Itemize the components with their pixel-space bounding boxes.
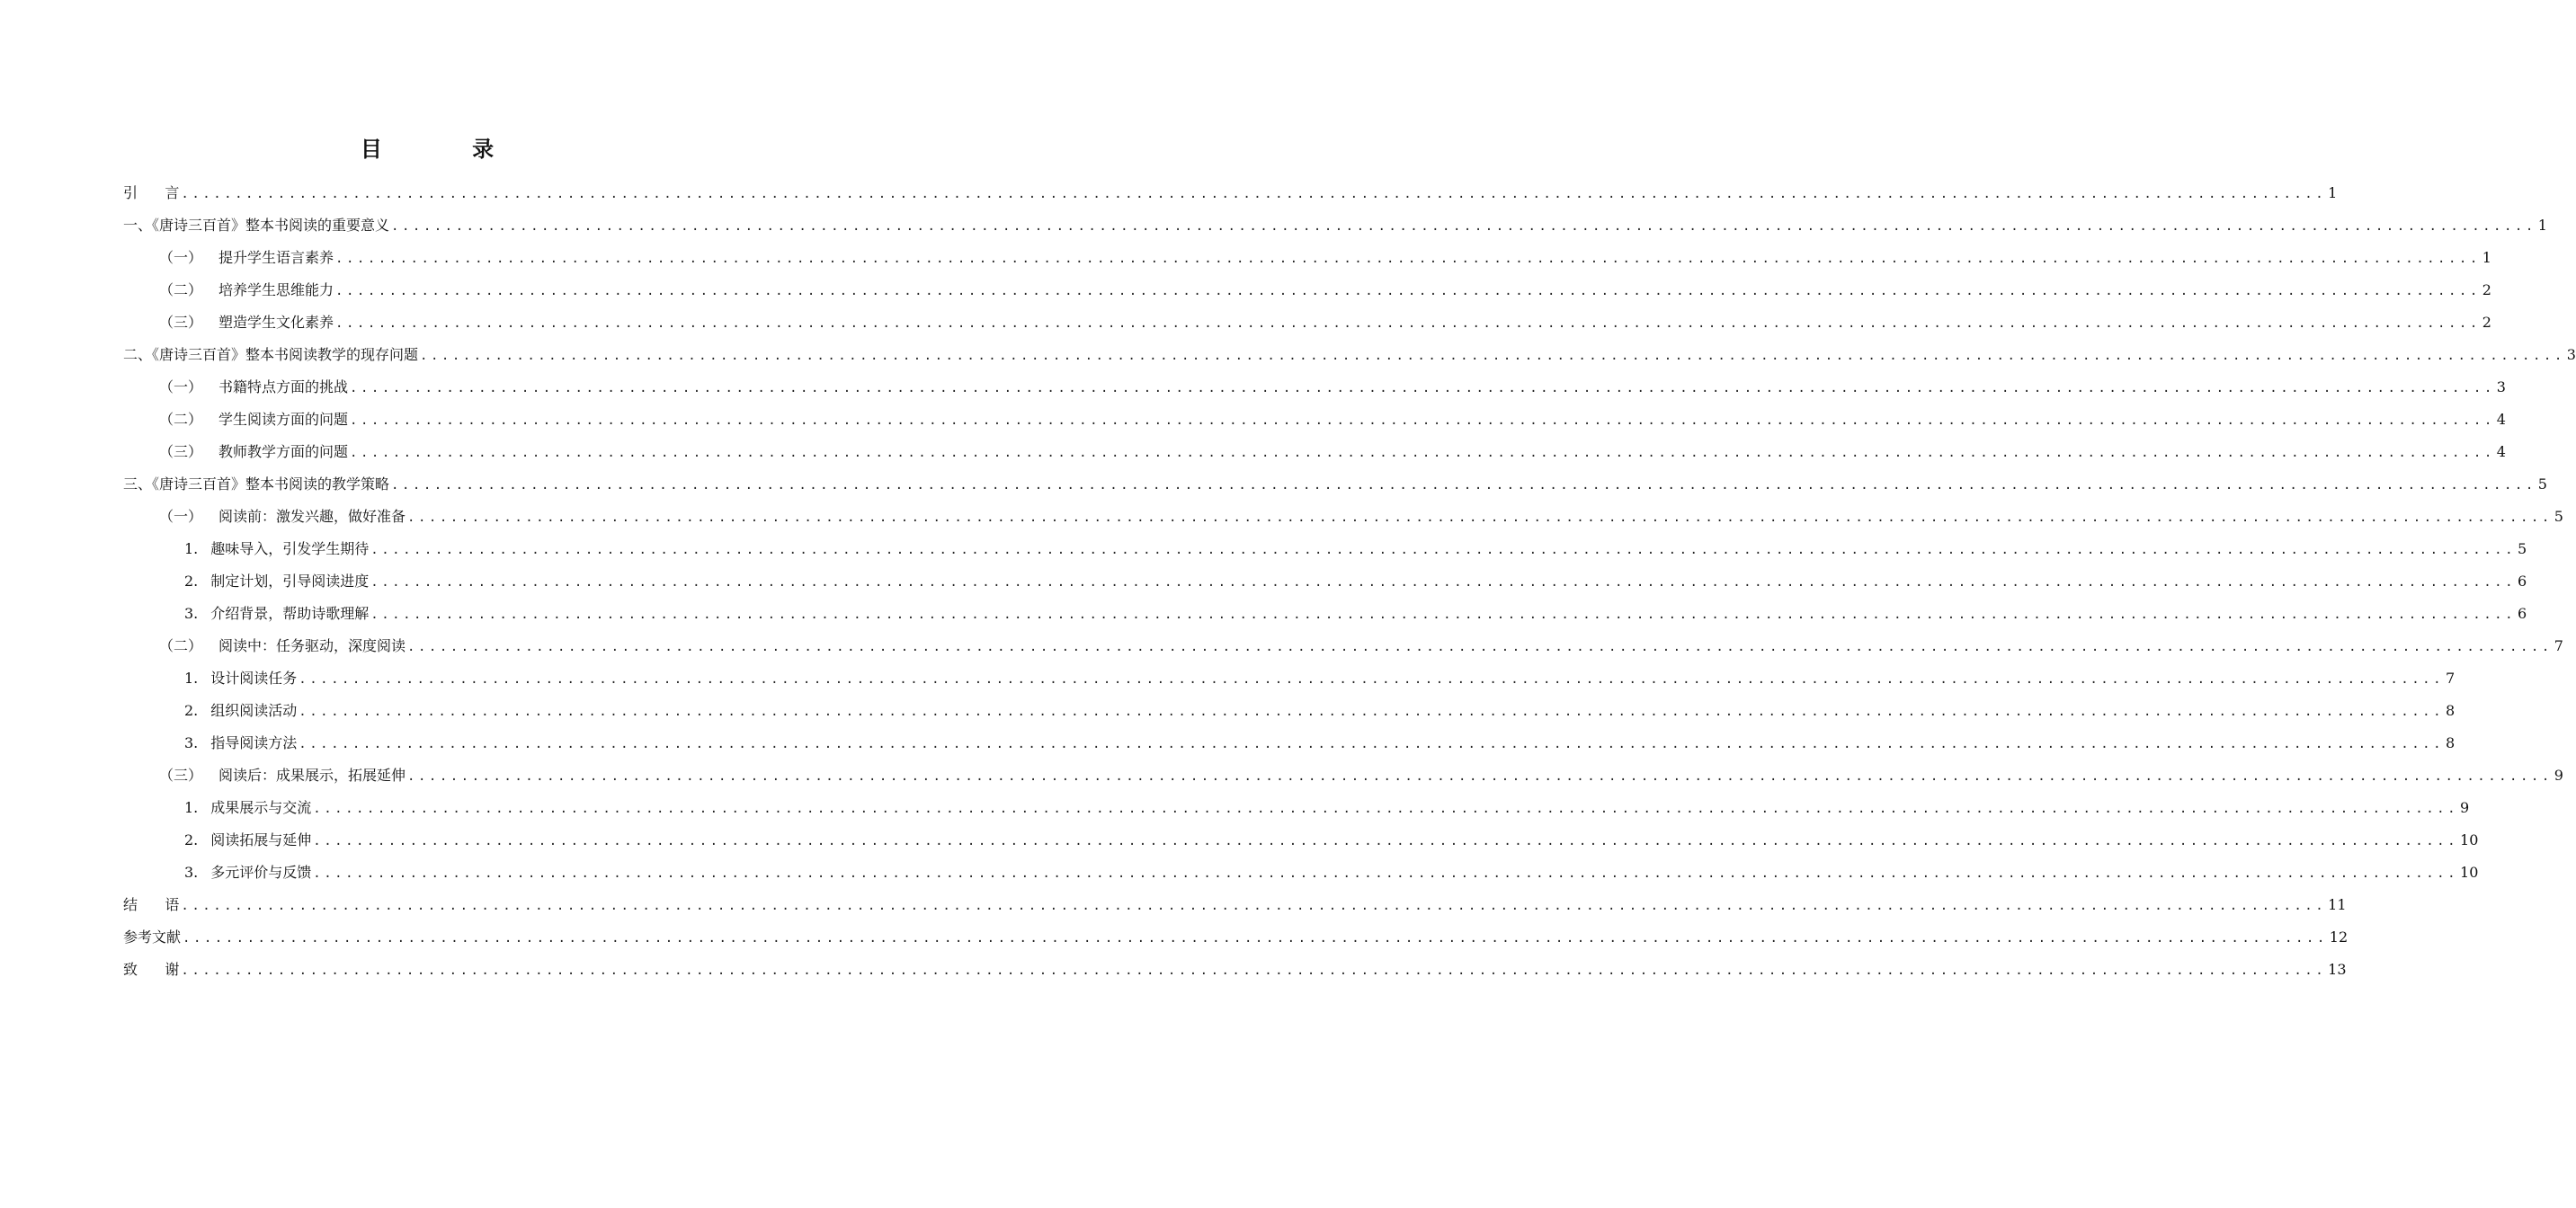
toc-entry-label xyxy=(123,177,179,209)
toc-entry-label xyxy=(184,857,311,889)
toc-entry-number: （二） xyxy=(159,637,203,654)
toc-entry-text: 学生阅读方面的问题 xyxy=(218,411,349,428)
toc-entry-text: 设计阅读任务 xyxy=(210,670,298,687)
toc-entry-page-number: 6 xyxy=(2518,573,2527,590)
toc-entry-text: 阅读前：激发兴趣，做好准备 xyxy=(218,508,406,525)
dot-leader: ........................................................................................................................................................................................................ xyxy=(313,834,2459,848)
toc-entry-page-number: 11 xyxy=(2328,896,2347,913)
dot-leader: ........................................................................................................................................................................................................ xyxy=(350,446,2495,460)
toc-entry-label xyxy=(159,274,334,306)
toc-entry-number: 3. xyxy=(184,734,199,751)
toc-entry-page-number: 3 xyxy=(2496,378,2506,395)
toc-entry[interactable] xyxy=(123,371,2506,404)
toc-entry-page-number: 5 xyxy=(2554,508,2563,525)
toc-entry-label xyxy=(123,468,389,501)
toc-entry-number: 二、 xyxy=(123,346,153,363)
toc-entry-number: （一） xyxy=(159,508,203,525)
toc-entry-number: 3. xyxy=(184,864,199,881)
toc-entry-text: 致谢 xyxy=(123,961,180,978)
toc-entry-label xyxy=(184,533,369,565)
dot-leader: ........................................................................................................................................................................................................ xyxy=(370,608,2517,622)
toc-entry-text: 组织阅读活动 xyxy=(210,702,298,719)
toc-entry[interactable] xyxy=(123,857,2479,889)
toc-entry-label xyxy=(159,306,334,339)
toc-entry-text: 制定计划，引导阅读进度 xyxy=(210,573,370,590)
toc-entry-page-number: 9 xyxy=(2460,799,2470,816)
toc-entry[interactable] xyxy=(123,630,2563,662)
toc-entry[interactable] xyxy=(123,468,2547,501)
toc-entry[interactable] xyxy=(123,792,2470,824)
toc-entry-text: 引言 xyxy=(123,184,180,201)
toc-entry-label xyxy=(184,727,297,759)
toc-entry-text: 塑造学生文化素养 xyxy=(218,314,334,331)
toc-entry-page-number: 8 xyxy=(2446,702,2456,719)
toc-entry[interactable] xyxy=(123,598,2527,630)
toc-entry-page-number: 4 xyxy=(2496,443,2506,460)
toc-entry-number: 1. xyxy=(184,540,199,557)
table-of-contents xyxy=(123,177,2576,986)
toc-entry-label xyxy=(159,501,406,533)
toc-entry-page-number: 7 xyxy=(2554,637,2563,654)
dot-leader: ........................................................................................................................................................................................................ xyxy=(407,769,2553,784)
dot-leader: ........................................................................................................................................................................................................ xyxy=(391,219,2536,234)
toc-entry[interactable] xyxy=(123,501,2563,533)
toc-entry-label xyxy=(184,792,311,824)
toc-entry-text: 培养学生思维能力 xyxy=(218,281,334,298)
toc-entry-text: 阅读后：成果展示，拓展延伸 xyxy=(218,767,406,784)
toc-entry-number: 一、 xyxy=(123,217,153,234)
toc-entry[interactable] xyxy=(123,565,2527,598)
dot-leader: ........................................................................................................................................................................................................ xyxy=(370,575,2517,590)
toc-entry-number: （一） xyxy=(159,378,203,395)
toc-entry-label xyxy=(123,954,179,986)
toc-entry-page-number: 5 xyxy=(2518,540,2527,557)
toc-entry-text: 阅读中：任务驱动，深度阅读 xyxy=(218,637,406,654)
dot-leader: ........................................................................................................................................................................................................ xyxy=(181,964,2327,978)
toc-entry-text: 教师教学方面的问题 xyxy=(218,443,349,460)
dot-leader: ........................................................................................................................................................................................................ xyxy=(335,316,2481,331)
toc-entry-text: 成果展示与交流 xyxy=(210,799,312,816)
toc-entry-number: 3. xyxy=(184,605,199,622)
dot-leader: ........................................................................................................................................................................................................ xyxy=(335,252,2481,266)
toc-entry-label xyxy=(159,404,348,436)
toc-entry-text: 指导阅读方法 xyxy=(210,734,298,751)
toc-entry-label xyxy=(159,759,406,792)
toc-entry-text: 多元评价与反馈 xyxy=(210,864,312,881)
toc-entry-page-number: 13 xyxy=(2328,961,2347,978)
toc-entry-text: 书籍特点方面的挑战 xyxy=(218,378,349,395)
dot-leader: ........................................................................................................................................................................................................ xyxy=(391,478,2536,493)
toc-entry-text: 结语 xyxy=(123,896,180,913)
dot-leader: ........................................................................................................................................................................................................ xyxy=(350,413,2495,428)
toc-entry-page-number: 3 xyxy=(2566,346,2576,363)
toc-entry-label xyxy=(159,436,348,468)
dot-leader: ........................................................................................................................................................................................................ xyxy=(299,672,2445,687)
toc-entry[interactable] xyxy=(123,209,2547,242)
toc-entry-number: 2. xyxy=(184,702,199,719)
toc-entry-page-number: 5 xyxy=(2537,475,2547,493)
toc-title: 目 录 xyxy=(360,137,536,162)
toc-entry-label xyxy=(184,565,369,598)
dot-leader: ........................................................................................................................................................................................................ xyxy=(407,511,2553,525)
toc-entry[interactable] xyxy=(123,662,2456,695)
toc-entry-page-number: 1 xyxy=(2328,184,2338,201)
toc-entry[interactable] xyxy=(123,533,2527,565)
toc-entry-label xyxy=(159,630,406,662)
toc-entry-number: （二） xyxy=(159,411,203,428)
toc-entry-text: 介绍背景，帮助诗歌理解 xyxy=(210,605,370,622)
toc-entry-page-number: 10 xyxy=(2460,831,2479,848)
toc-entry-page-number: 12 xyxy=(2329,928,2349,946)
dot-leader: ........................................................................................................................................................................................................ xyxy=(299,737,2445,751)
toc-entry[interactable] xyxy=(123,695,2456,727)
toc-entry-label xyxy=(184,598,369,630)
toc-entry[interactable] xyxy=(123,339,2576,371)
toc-entry-page-number: 2 xyxy=(2482,314,2491,331)
toc-entry[interactable] xyxy=(123,954,2347,986)
dot-leader: ........................................................................................................................................................................................................ xyxy=(181,187,2327,201)
toc-entry-page-number: 8 xyxy=(2446,734,2456,751)
dot-leader: ........................................................................................................................................................................................................ xyxy=(370,543,2517,557)
dot-leader: ........................................................................................................................................................................................................ xyxy=(407,640,2553,654)
toc-entry-text: 参考文献 xyxy=(123,928,182,946)
toc-entry[interactable] xyxy=(123,436,2506,468)
toc-entry-label xyxy=(184,695,297,727)
toc-entry-label xyxy=(184,662,297,695)
toc-entry-label xyxy=(123,889,179,921)
toc-entry-number: 2. xyxy=(184,831,199,848)
toc-entry[interactable] xyxy=(123,824,2479,857)
toc-entry-number: 三、 xyxy=(123,475,153,493)
toc-entry-number: （三） xyxy=(159,443,203,460)
toc-entry[interactable] xyxy=(123,404,2506,436)
dot-leader: ........................................................................................................................................................................................................ xyxy=(181,899,2327,913)
toc-entry[interactable] xyxy=(123,274,2491,306)
toc-entry[interactable] xyxy=(123,727,2456,759)
toc-entry[interactable] xyxy=(123,921,2349,954)
toc-entry-number: 2. xyxy=(184,573,199,590)
toc-entry-page-number: 7 xyxy=(2446,670,2456,687)
toc-entry[interactable] xyxy=(123,306,2491,339)
toc-entry-text: 《唐诗三百首》整本书阅读教学的现存问题 xyxy=(152,346,419,363)
toc-entry-label xyxy=(123,921,181,954)
toc-entry-text: 《唐诗三百首》整本书阅读的重要意义 xyxy=(152,217,390,234)
dot-leader: ........................................................................................................................................................................................................ xyxy=(313,802,2459,816)
toc-entry-label xyxy=(159,371,348,404)
toc-entry-page-number: 9 xyxy=(2554,767,2563,784)
toc-entry-page-number: 4 xyxy=(2496,411,2506,428)
toc-entry-number: （三） xyxy=(159,314,203,331)
dot-leader: ........................................................................................................................................................................................................ xyxy=(335,284,2481,298)
toc-entry-label xyxy=(184,824,311,857)
toc-entry-text: 《唐诗三百首》整本书阅读的教学策略 xyxy=(152,475,390,493)
toc-entry[interactable] xyxy=(123,889,2347,921)
toc-entry-page-number: 1 xyxy=(2537,217,2547,234)
dot-leader: ........................................................................................................................................................................................................ xyxy=(350,381,2495,395)
dot-leader: ........................................................................................................................................................................................................ xyxy=(420,349,2565,363)
toc-entry-number: （一） xyxy=(159,249,203,266)
dot-leader: ........................................................................................................................................................................................................ xyxy=(313,866,2459,881)
toc-entry-label xyxy=(123,339,418,371)
toc-entry-text: 阅读拓展与延伸 xyxy=(210,831,312,848)
toc-entry-text: 趣味导入，引发学生期待 xyxy=(210,540,370,557)
dot-leader: ........................................................................................................................................................................................................ xyxy=(299,705,2445,719)
toc-entry[interactable] xyxy=(123,242,2491,274)
toc-entry-label xyxy=(159,242,334,274)
toc-entry-number: 1. xyxy=(184,670,199,687)
toc-entry-page-number: 10 xyxy=(2460,864,2479,881)
toc-entry-number: （三） xyxy=(159,767,203,784)
toc-entry[interactable] xyxy=(123,759,2563,792)
toc-entry-number: （二） xyxy=(159,281,203,298)
toc-entry-page-number: 1 xyxy=(2482,249,2491,266)
toc-entry-text: 提升学生语言素养 xyxy=(218,249,334,266)
toc-entry[interactable] xyxy=(123,177,2338,209)
toc-entry-label xyxy=(123,209,389,242)
dot-leader: ........................................................................................................................................................................................................ xyxy=(183,931,2328,946)
toc-entry-number: 1. xyxy=(184,799,199,816)
toc-entry-page-number: 2 xyxy=(2482,281,2491,298)
toc-entry-page-number: 6 xyxy=(2518,605,2527,622)
